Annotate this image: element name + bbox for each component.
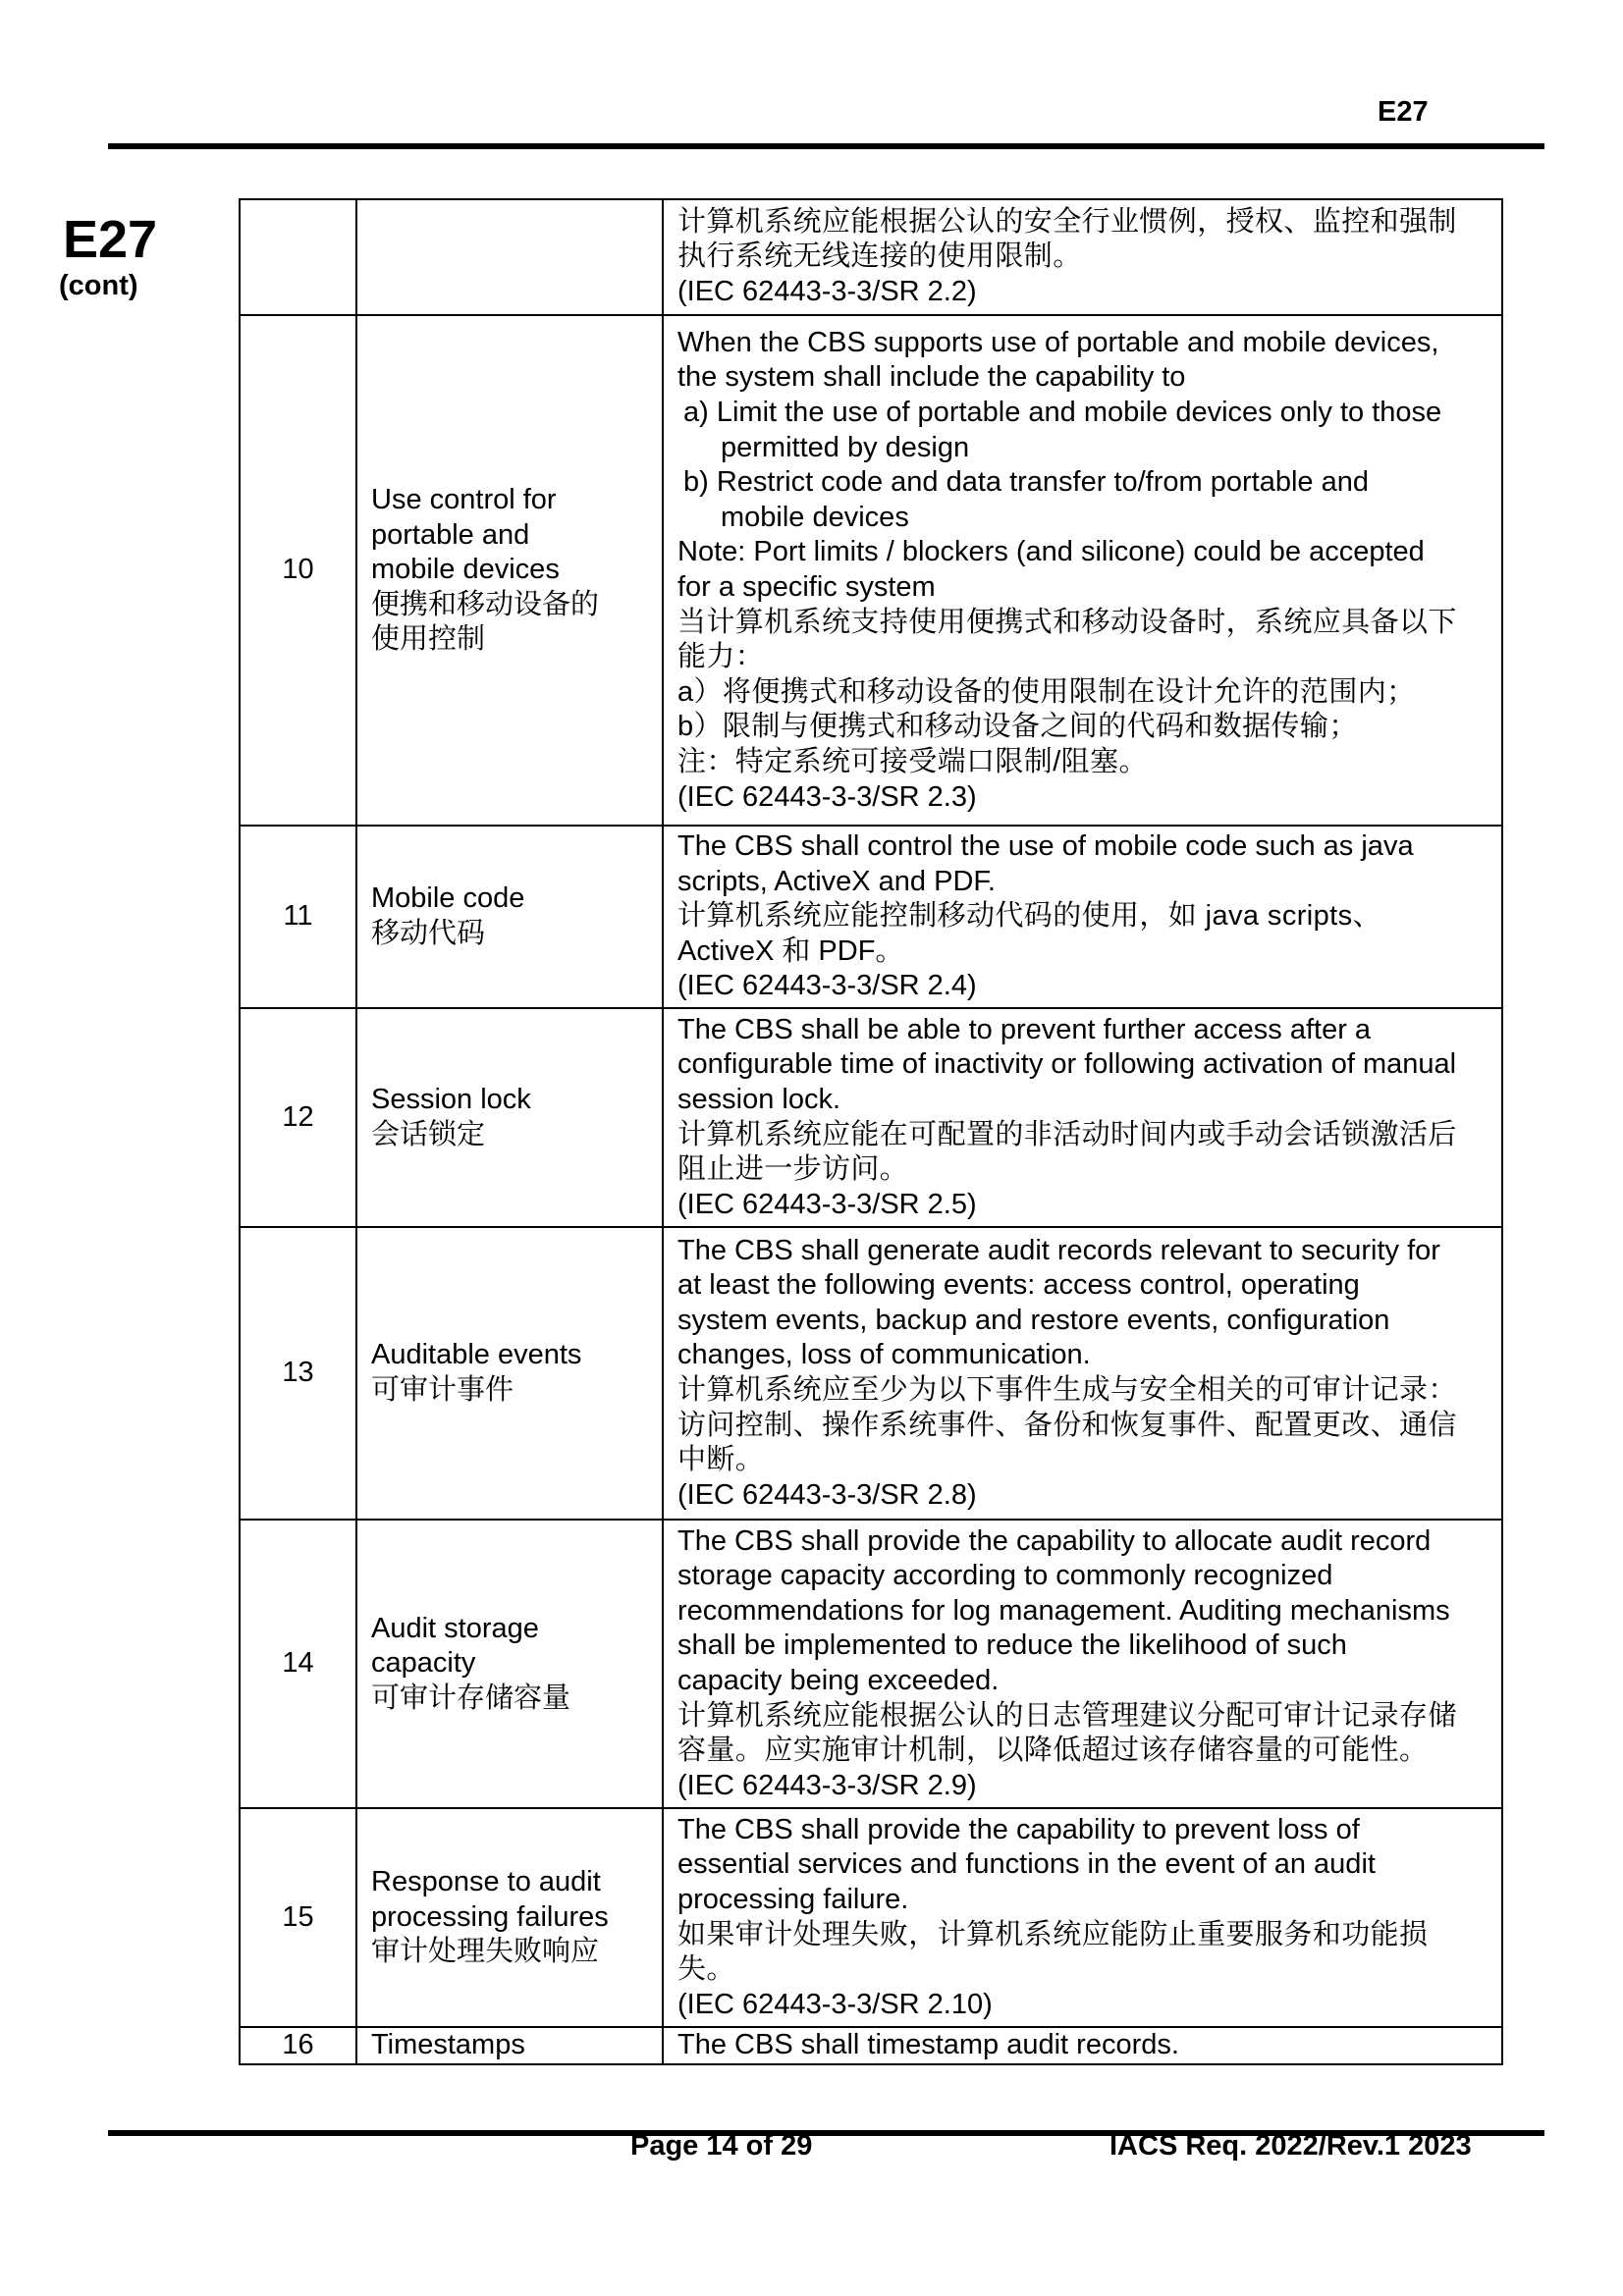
- header-rule: [108, 143, 1544, 149]
- description-line: 计算机系统应能根据公认的安全行业惯例，授权、监控和强制: [677, 205, 1457, 238]
- requirement-name: [356, 199, 663, 315]
- name-line: capacity: [371, 1647, 476, 1680]
- row-number: 14: [240, 1520, 356, 1808]
- iec-reference: (IEC 62443-3-3/SR 2.8): [677, 1478, 977, 1511]
- row-number: 12: [240, 1008, 356, 1227]
- requirements-table: [239, 198, 1503, 2065]
- requirement-name: [356, 315, 663, 826]
- side-label: [59, 210, 177, 302]
- name-line-zh: 可审计存储容量: [371, 1682, 571, 1714]
- description-note: Note: Port limits / blockers (and silicone) could be accepted: [677, 536, 1425, 568]
- description-note: for a specific system: [677, 571, 936, 603]
- table-row: [240, 1008, 1502, 1227]
- description-line: 失。: [677, 1953, 735, 1986]
- table-row: [240, 199, 1502, 315]
- requirement-name: [356, 1227, 663, 1520]
- description-line: When the CBS supports use of portable and mobile devices,: [677, 326, 1439, 358]
- table-row: [240, 315, 1502, 826]
- requirement-description: [663, 1808, 1502, 2027]
- name-line-zh: 可审计事件: [371, 1374, 514, 1406]
- footer-page-number: Page 14 of 29: [630, 2130, 813, 2162]
- table-row: [240, 1227, 1502, 1520]
- name-line: Use control for: [371, 484, 557, 516]
- description-line: ActiveX 和 PDF。: [677, 934, 904, 967]
- header-document-code: E27: [1378, 96, 1429, 128]
- description-line: The CBS shall generate audit records relevant to security for: [677, 1234, 1440, 1266]
- description-line: 计算机系统应能根据公认的日志管理建议分配可审计记录存储: [677, 1699, 1457, 1732]
- iec-reference: (IEC 62443-3-3/SR 2.4): [677, 970, 977, 1002]
- name-line: Mobile code: [371, 882, 525, 915]
- description-line: shall be implemented to reduce the likelihood of such: [677, 1629, 1347, 1662]
- description-line: changes, loss of communication.: [677, 1339, 1091, 1371]
- description-line: The CBS shall timestamp audit records.: [677, 2029, 1179, 2060]
- description-line: The CBS shall be able to prevent further access after a: [677, 1013, 1372, 1045]
- description-note: 注：特定系统可接受端口限制/阻塞。: [677, 745, 1148, 777]
- name-line: Timestamps: [371, 2029, 525, 2060]
- description-line: 容量。应实施审计机制，以降低超过该存储容量的可能性。: [677, 1735, 1429, 1767]
- row-number: 11: [240, 826, 356, 1008]
- name-line-zh: 移动代码: [371, 918, 486, 949]
- requirement-description: [663, 1227, 1502, 1520]
- requirement-description: [663, 826, 1502, 1008]
- row-number: [240, 199, 356, 315]
- requirement-description: [663, 2027, 1502, 2064]
- description-list-item: b) Restrict code and data transfer to/from portable and: [683, 466, 1369, 499]
- description-line: at least the following events: access control, operating: [677, 1269, 1360, 1302]
- description-line: capacity being exceeded.: [677, 1665, 1000, 1696]
- description-line: the system shall include the capability to: [677, 361, 1186, 394]
- description-list-item-cont: permitted by design: [721, 431, 970, 463]
- name-line-zh: 使用控制: [371, 623, 486, 656]
- requirement-name: [356, 1520, 663, 1808]
- requirement-description: [663, 1008, 1502, 1227]
- table-row: [240, 1520, 1502, 1808]
- description-line: 执行系统无线连接的使用限制。: [677, 240, 1082, 273]
- name-line-zh: 便携和移动设备的: [371, 588, 600, 620]
- description-list-item: a）将便携式和移动设备的使用限制在设计允许的范围内；: [677, 675, 1416, 708]
- description-line: 计算机系统应能在可配置的非活动时间内或手动会话锁激活后: [677, 1118, 1457, 1150]
- requirement-name: [356, 1008, 663, 1227]
- side-document-code: E27: [63, 210, 158, 269]
- requirement-name: [356, 2027, 663, 2064]
- iec-reference: (IEC 62443-3-3/SR 2.3): [677, 780, 977, 813]
- requirement-description: [663, 199, 1502, 315]
- requirement-name: [356, 1808, 663, 2027]
- iec-reference: (IEC 62443-3-3/SR 2.10): [677, 1988, 993, 2020]
- iec-reference: (IEC 62443-3-3/SR 2.9): [677, 1769, 977, 1801]
- row-number: 16: [240, 2027, 356, 2064]
- description-line: The CBS shall control the use of mobile code such as java: [677, 830, 1414, 863]
- description-line: scripts, ActiveX and PDF.: [677, 865, 996, 897]
- row-number: 10: [240, 315, 356, 826]
- name-line: Response to audit: [371, 1866, 601, 1898]
- description-line: The CBS shall provide the capability to prevent loss of: [677, 1813, 1360, 1845]
- footer-document-reference: IACS Req. 2022/Rev.1 2023: [1109, 2130, 1472, 2162]
- table-row: [240, 2027, 1502, 2064]
- description-line: The CBS shall provide the capability to allocate audit record: [677, 1524, 1432, 1557]
- row-number: 13: [240, 1227, 356, 1520]
- description-list-item: b）限制与便携式和移动设备之间的代码和数据传输；: [677, 711, 1358, 743]
- description-line: processing failure.: [677, 1883, 909, 1915]
- description-line: 当计算机系统支持使用便携式和移动设备时，系统应具备以下: [677, 606, 1457, 638]
- side-continued-note: (cont): [59, 270, 138, 301]
- description-line: 计算机系统应至少为以下事件生成与安全相关的可审计记录：: [677, 1374, 1457, 1406]
- requirement-description: [663, 1520, 1502, 1808]
- description-line: 能力：: [677, 641, 765, 673]
- description-line: system events, backup and restore events, configuration: [677, 1304, 1390, 1336]
- description-line: configurable time of inactivity or following activation of manual: [677, 1048, 1457, 1081]
- name-line-zh: 会话锁定: [371, 1118, 486, 1150]
- description-line: session lock.: [677, 1083, 841, 1115]
- name-line: mobile devices: [371, 554, 560, 586]
- name-line: portable and: [371, 518, 530, 551]
- iec-reference: (IEC 62443-3-3/SR 2.5): [677, 1188, 977, 1220]
- description-line: storage capacity according to commonly recognized: [677, 1560, 1333, 1592]
- row-number: 15: [240, 1808, 356, 2027]
- name-line: Session lock: [371, 1083, 531, 1115]
- name-line: Audit storage: [371, 1612, 539, 1644]
- description-line: recommendations for log management. Auditing mechanisms: [677, 1594, 1450, 1627]
- name-line: Auditable events: [371, 1339, 582, 1371]
- name-line: processing failures: [371, 1900, 609, 1933]
- iec-reference: (IEC 62443-3-3/SR 2.2): [677, 275, 977, 307]
- name-line-zh: 审计处理失败响应: [371, 1936, 600, 1968]
- requirement-name: [356, 826, 663, 1008]
- description-line: 阻止进一步访问。: [677, 1153, 909, 1186]
- table-row: [240, 1808, 1502, 2027]
- description-line: 中断。: [677, 1444, 765, 1476]
- description-line: 计算机系统应能控制移动代码的使用，如 java scripts、: [677, 900, 1381, 933]
- requirement-description: [663, 315, 1502, 826]
- description-line: 如果审计处理失败，计算机系统应能防止重要服务和功能损: [677, 1918, 1429, 1950]
- description-list-item-cont: mobile devices: [721, 501, 909, 533]
- description-line: essential services and functions in the event of an audit: [677, 1848, 1376, 1881]
- description-line: 访问控制、操作系统事件、备份和恢复事件、配置更改、通信: [677, 1409, 1457, 1441]
- description-list-item: a) Limit the use of portable and mobile devices only to those: [683, 397, 1442, 429]
- table-row: [240, 826, 1502, 1008]
